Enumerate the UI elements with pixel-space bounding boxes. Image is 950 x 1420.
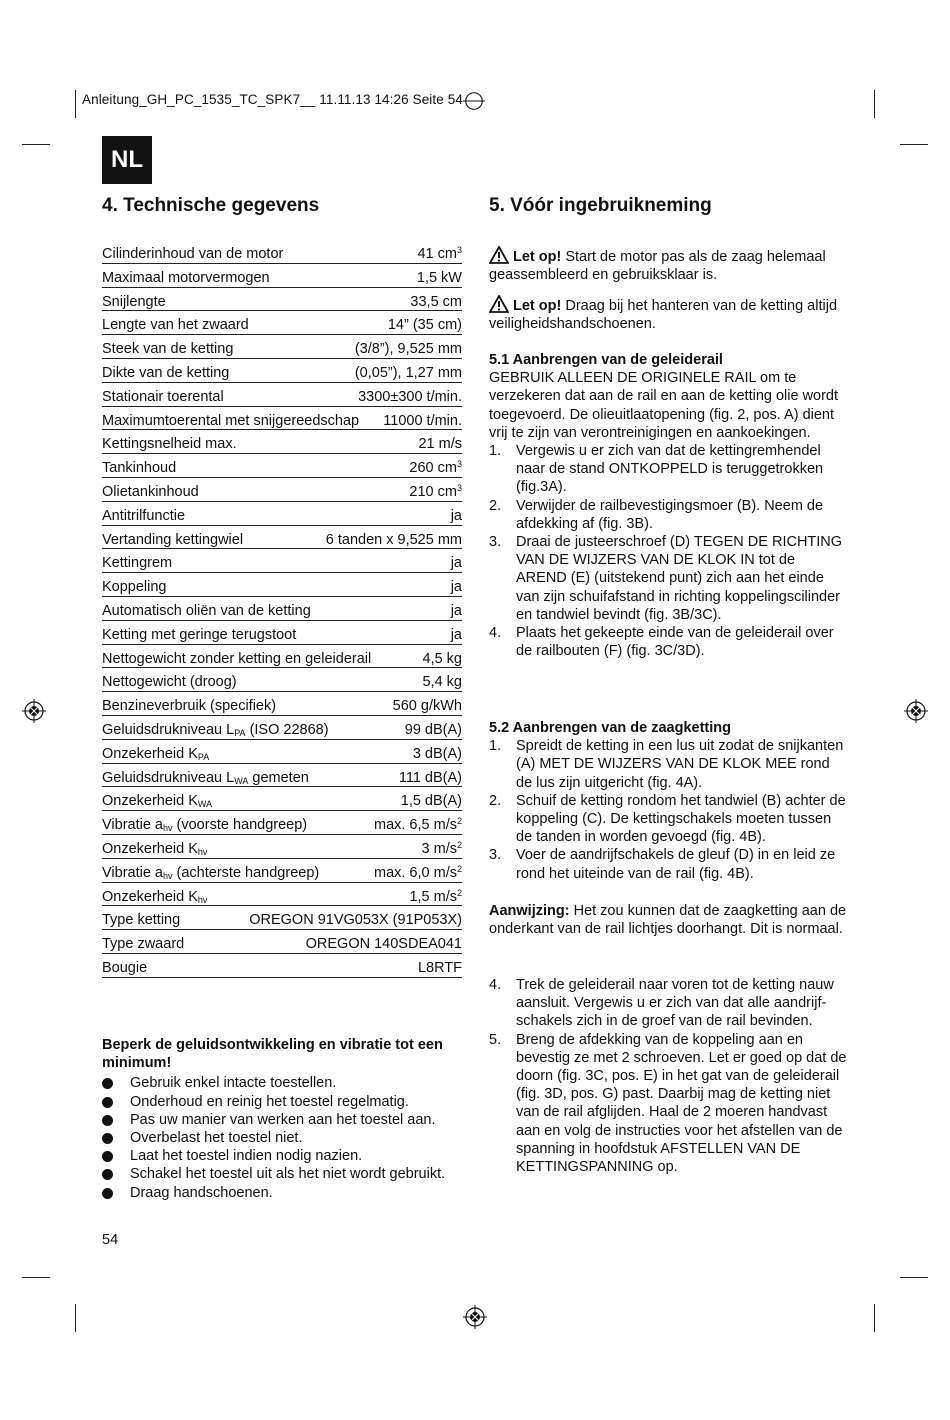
spec-label — [102, 793, 212, 809]
crop-mark — [75, 90, 76, 118]
step-number: 2. — [489, 792, 502, 809]
spec-value-text: 41 cm — [417, 246, 457, 262]
spec-value — [409, 459, 462, 476]
spec-value — [418, 960, 462, 976]
registration-mark-icon — [463, 1305, 487, 1329]
warning-triangle-icon — [489, 295, 509, 313]
step-text: Verwijder de railbevestigingsmoer (B). Neem de afdekking af (fig. 3B). — [516, 497, 824, 532]
noise-vibration-title: Beperk de geluidsontwikkeling en vibratie tot een minimum! — [102, 1037, 443, 1072]
spec-row — [102, 407, 462, 431]
spec-label-tail: (achterste handgreep) — [172, 864, 320, 881]
spec-label-subscript: WA — [197, 799, 213, 810]
warning-1 — [489, 246, 849, 284]
paragraph: GEBRUIK ALLEEN DE ORIGINELE RAIL om te verzekeren dat aan de rail en aan de ketting olie wordt toegevoerd. De olieuitlaatopening (fig. 2, pos. A) dient vrij te zijn van verontreinigingen en aankoekingen. — [489, 370, 839, 441]
spec-row — [102, 859, 462, 883]
spec-value-text: 3 dB(A) — [412, 745, 462, 762]
step-item — [489, 976, 849, 1031]
spec-label-text: Onzekerheid K — [102, 745, 198, 762]
spec-row — [102, 787, 462, 811]
spec-label-text: Antitrilfunctie — [102, 507, 186, 524]
spec-value-text: ja — [450, 507, 462, 524]
spec-row — [102, 954, 462, 978]
spec-value — [451, 555, 462, 571]
spec-label — [102, 341, 233, 357]
crop-mark — [75, 1304, 76, 1332]
spec-value-superscript: 2 — [456, 863, 462, 874]
spec-row — [102, 454, 462, 478]
spec-value — [423, 674, 463, 690]
spec-value-text: ja — [450, 602, 462, 619]
bullet-dot-icon — [102, 1169, 113, 1180]
spec-label-text: Maximumtoerental met snijgereedschap — [102, 412, 360, 429]
spec-label-tail: (voorste handgreep) — [172, 817, 308, 834]
spec-label — [102, 603, 311, 619]
bullet-text: Laat het toestel indien nodig nazien. — [130, 1148, 363, 1165]
spec-label — [102, 365, 229, 381]
bullet-item — [102, 1147, 462, 1165]
spec-label — [102, 651, 371, 667]
spec-label-text: Nettogewicht zonder ketting en geleiderail — [102, 650, 372, 667]
step-text: Voer de aandrijfschakels de gleuf (D) in en leid ze rond het uiteinde van de rail (fig. 4B). — [516, 847, 836, 882]
spec-value-text: 14” (35 cm) — [387, 317, 462, 334]
spec-row — [102, 883, 462, 907]
step-text: Vergewis u er zich van dat de kettingremhendel naar de stand ONTKOPPELD is teruggetrokken (fig.3A). — [516, 443, 824, 496]
warning-text: Start de motor pas als de zaag helemaal geassembleerd en gebruiksklaar is. — [489, 249, 826, 284]
spec-row — [102, 383, 462, 407]
note-text: Het zou kunnen dat de zaagketting aan de onderkant van de rail lichtjes doorhangt. Dit is normaal. — [489, 903, 847, 938]
subsection-title: 5.2 Aanbrengen van de zaagketting — [489, 720, 731, 736]
spec-row — [102, 740, 462, 764]
note — [489, 902, 849, 938]
spec-value — [418, 436, 462, 452]
warning-2 — [489, 295, 849, 333]
spec-row — [102, 597, 462, 621]
step-number: 5. — [489, 1031, 502, 1048]
spec-label-text: Bougie — [102, 959, 148, 976]
spec-label-text: Vibratie a — [102, 864, 163, 881]
spec-value-superscript: 2 — [456, 887, 462, 898]
spec-row — [102, 526, 462, 550]
spec-label-text: Onzekerheid K — [102, 840, 198, 857]
step-number: 3. — [489, 534, 502, 551]
spec-value-superscript: 3 — [456, 245, 462, 255]
spec-value — [401, 793, 462, 809]
registration-mark-icon — [904, 699, 928, 723]
spec-value-superscript: 2 — [456, 839, 462, 850]
spec-label — [102, 722, 329, 738]
spec-label — [102, 508, 185, 524]
step-list — [489, 737, 849, 883]
spec-row — [102, 288, 462, 312]
spec-row — [102, 311, 462, 335]
spec-row — [102, 835, 462, 859]
spec-value — [355, 341, 462, 357]
spec-row — [102, 502, 462, 526]
spec-row — [102, 668, 462, 692]
spec-label-subscript: hv — [163, 870, 173, 881]
spec-label-text: Onzekerheid K — [102, 888, 198, 905]
spec-value-text: ja — [450, 579, 462, 596]
spec-value-text: 21 m/s — [418, 436, 462, 453]
spec-label — [102, 627, 296, 643]
spec-label — [102, 746, 209, 762]
spec-label — [102, 460, 176, 476]
step-number: 4. — [489, 625, 502, 642]
spec-label-subscript: WA — [234, 775, 249, 786]
spec-label-text: Lengte van het zwaard — [102, 317, 249, 334]
spec-label — [102, 389, 224, 405]
step-text: Spreidt de ketting in een lus uit zodat de snijkanten (A) MET DE WIJZERS VAN DE KLOK MEE rond de lus zijn uitgericht (fig. 4A). — [516, 738, 844, 791]
spec-row — [102, 621, 462, 645]
spec-label — [102, 246, 283, 262]
warning-triangle-icon — [489, 246, 509, 264]
step-item — [489, 624, 849, 660]
spec-value-text: ja — [450, 626, 462, 643]
spec-row — [102, 573, 462, 597]
step-item — [489, 737, 849, 792]
spec-label-text: Geluidsdrukniveau L — [102, 721, 235, 738]
spec-label-subscript: hv — [197, 846, 208, 857]
spec-value-text: 210 cm — [409, 483, 457, 500]
spec-label-text: Benzineverbruik (specifiek) — [102, 698, 277, 715]
spec-value — [451, 508, 462, 524]
spec-value-text: 99 dB(A) — [404, 721, 462, 738]
bullet-dot-icon — [102, 1097, 113, 1108]
spec-row — [102, 240, 462, 264]
bullet-text: Onderhoud en reinig het toestel regelmatig. — [130, 1093, 409, 1110]
spec-label-subscript: PA — [197, 751, 210, 762]
spec-value — [358, 389, 462, 405]
spec-label — [102, 841, 207, 857]
step-item — [489, 442, 849, 497]
spec-value — [306, 936, 462, 952]
step-number: 3. — [489, 847, 502, 864]
step-text: Plaats het gekeepte einde van de geleiderail over de railbouten (F) (fig. 3C/3D). — [516, 625, 834, 660]
spec-label — [102, 555, 172, 571]
spec-label — [102, 579, 167, 595]
spec-row — [102, 359, 462, 383]
bullet-item — [102, 1184, 462, 1202]
bullet-text: Schakel het toestel uit als het niet wordt gebruikt. — [130, 1166, 446, 1183]
subsection-title: 5.1 Aanbrengen van de geleiderail — [489, 352, 723, 368]
step-text: Trek de geleiderail naar voren tot de ketting nauw aansluit. Vergewis u er zich van dat alle aandrijf-schakels zich in de groef van de rail bevinden. — [516, 977, 834, 1030]
step-text: Breng de afdekking van de koppeling aan en bevestig ze met 2 schroeven. Let er goed op dat de doorn (fig. 3C, pos. E) in het gat van de geleiderail (fig. 3D, pos. G) past. Daarbij mag de ketting niet van de rail afglijden. Haal de 2 moeren handvast aan en volg de instructies voor het afstellen van de spanning in hoofdstuk AFSTELLEN VAN DE KETTINGSPANNING op. — [516, 1031, 847, 1176]
bullet-item — [102, 1111, 462, 1129]
spec-value-text: 111 dB(A) — [398, 769, 462, 786]
spec-label — [102, 817, 307, 833]
spec-label — [102, 484, 199, 500]
bullet-text: Draag handschoenen. — [130, 1184, 273, 1201]
spec-label-text: Dikte van de ketting — [102, 364, 230, 381]
spec-label-text: Steek van de ketting — [102, 341, 234, 358]
spec-value-text: 1,5 kW — [416, 269, 462, 286]
spec-label-text: Tankinhoud — [102, 460, 177, 477]
spec-value — [249, 912, 462, 928]
step-number: 1. — [489, 443, 502, 460]
noise-vibration-list — [102, 1074, 462, 1201]
spec-label-text: Koppeling — [102, 579, 167, 596]
spec-value — [393, 698, 462, 714]
spec-label — [102, 865, 319, 881]
spec-value — [451, 603, 462, 619]
spec-label-text: Type zwaard — [102, 936, 185, 953]
spec-row — [102, 645, 462, 669]
spec-label-text: Cilinderinhoud van de motor — [102, 246, 284, 262]
spec-value-text: 1,5 dB(A) — [400, 793, 462, 810]
spec-row — [102, 764, 462, 788]
spec-label — [102, 294, 166, 310]
spec-value — [409, 483, 462, 500]
spec-label-subscript: hv — [197, 894, 208, 905]
spec-row — [102, 930, 462, 954]
crop-mark — [900, 1277, 928, 1278]
spec-label-text: Ketting met geringe terugstoot — [102, 626, 297, 643]
spec-label — [102, 936, 184, 952]
spec-value — [417, 270, 462, 286]
step-list — [489, 442, 849, 660]
spec-value-superscript: 3 — [456, 482, 462, 493]
spec-label-text: Geluidsdrukniveau L — [102, 769, 235, 786]
spec-value-text: 11000 t/min. — [383, 412, 462, 429]
bullet-item — [102, 1165, 462, 1183]
spec-value-text: L8RTF — [417, 959, 462, 976]
step-list — [489, 976, 849, 1176]
spec-value — [374, 864, 462, 881]
spec-label-text: Kettingsnelheid max. — [102, 436, 237, 453]
bullet-dot-icon — [102, 1133, 113, 1144]
section-title-technical-data: 4. Technische gegevens — [102, 195, 320, 216]
spec-row — [102, 478, 462, 502]
bullet-dot-icon — [102, 1151, 113, 1162]
language-badge: NL — [102, 136, 152, 184]
bullet-text: Gebruik enkel intacte toestellen. — [130, 1075, 337, 1092]
spec-table — [102, 240, 462, 978]
spec-label — [102, 889, 207, 905]
spec-value — [417, 245, 462, 262]
step-item — [489, 792, 849, 847]
bullet-item — [102, 1074, 462, 1092]
spec-row — [102, 430, 462, 454]
spec-value-text: max. 6,0 m/s — [373, 864, 457, 881]
spec-label — [102, 436, 237, 452]
crop-mark — [22, 144, 50, 145]
spec-value — [423, 651, 463, 667]
spec-label-text: Snijlengte — [102, 293, 166, 310]
spec-label-text: Onzekerheid K — [102, 793, 198, 810]
spec-label-text: Automatisch oliën van de ketting — [102, 602, 311, 619]
spec-value — [399, 770, 462, 786]
spec-label-text: Stationair toerental — [102, 388, 224, 405]
spec-value-text: 1,5 m/s — [409, 888, 457, 905]
spec-label-text: Nettogewicht (droog) — [102, 674, 237, 691]
step-item — [489, 533, 849, 624]
crop-mark — [22, 1277, 50, 1278]
spec-value — [410, 294, 462, 310]
spec-label — [102, 413, 359, 429]
bullet-item — [102, 1093, 462, 1111]
step-item — [489, 497, 849, 533]
spec-value-text: max. 6,5 m/s — [373, 817, 457, 834]
spec-value-text: 6 tanden x 9,525 mm — [325, 531, 462, 548]
spec-value-text: 3300±300 t/min. — [358, 388, 462, 405]
spec-label — [102, 317, 249, 333]
spec-value — [326, 532, 462, 548]
bullet-dot-icon — [102, 1078, 113, 1089]
spec-value — [413, 746, 462, 762]
spec-value-text: (0,05”), 1,27 mm — [354, 364, 462, 381]
spec-row — [102, 906, 462, 930]
section-5-2 — [489, 719, 849, 883]
spec-label-tail: gemeten — [248, 769, 309, 786]
spec-value — [355, 365, 462, 381]
spec-value-text: OREGON 140SDEA041 — [305, 936, 462, 953]
spec-label — [102, 674, 237, 690]
spec-label-text: Olietankinhoud — [102, 483, 199, 500]
spec-label — [102, 532, 243, 548]
spec-label — [102, 698, 276, 714]
warning-label: Let op! — [513, 249, 562, 265]
spec-value — [374, 816, 462, 833]
registration-mark-icon — [463, 90, 485, 112]
spec-value — [422, 840, 462, 857]
spec-row — [102, 692, 462, 716]
spec-value-text: 560 g/kWh — [392, 698, 462, 715]
note-label: Aanwijzing: — [489, 903, 570, 919]
spec-row — [102, 716, 462, 740]
step-text: Schuif de ketting rondom het tandwiel (B) achter de koppeling (C). De kettingschakels moeten tussen de tanden in worden gevoegd (fig. 4B). — [516, 792, 846, 846]
spec-value-text: 5,4 kg — [422, 674, 462, 691]
section-title-before-use: 5. Vóór ingebruikneming — [489, 195, 712, 216]
spec-row — [102, 811, 462, 835]
spec-value-superscript: 2 — [456, 816, 462, 827]
spec-label — [102, 770, 309, 786]
spec-value-text: ja — [450, 555, 462, 572]
bullet-dot-icon — [102, 1188, 113, 1199]
spec-value-text: (3/8”), 9,525 mm — [354, 341, 462, 358]
step-number: 4. — [489, 977, 502, 993]
section-5-1 — [489, 351, 849, 660]
spec-value-text: 260 cm — [409, 460, 457, 477]
spec-label-text: Maximaal motorvermogen — [102, 269, 270, 286]
spec-value-text: 33,5 cm — [410, 293, 462, 310]
noise-vibration-block — [102, 1036, 462, 1202]
spec-label-subscript: PA — [234, 727, 246, 738]
spec-value — [409, 888, 462, 905]
bullet-dot-icon — [102, 1115, 113, 1126]
crop-mark — [900, 144, 928, 145]
spec-value-text: OREGON 91VG053X (91P053X) — [249, 912, 462, 929]
spec-row — [102, 549, 462, 573]
spec-label — [102, 270, 270, 286]
warning-text: Draag bij het hanteren van de ketting altijd veiligheidshandschoenen. — [489, 298, 838, 333]
bullet-item — [102, 1129, 462, 1147]
spec-label-text: Kettingrem — [102, 555, 173, 572]
print-header: Anleitung_GH_PC_1535_TC_SPK7__ 11.11.13 14:26 Seite 54 — [82, 92, 463, 107]
spec-value — [383, 413, 462, 429]
spec-row — [102, 335, 462, 359]
step-text: Draai de justeerschroef (D) TEGEN DE RICHTING VAN DE WIJZERS VAN DE KLOK IN tot de AREND (E) (uitstekend punt) zich aan het einde van zijn schuifafstand in richting koppelingscilinder en tandwiel bevindt (fig. 3B/3C). — [516, 534, 843, 623]
step-number: 2. — [489, 497, 502, 514]
spec-value-superscript: 3 — [456, 459, 462, 470]
spec-label-subscript: hv — [163, 823, 173, 834]
spec-label-text: Vibratie a — [102, 817, 163, 834]
section-5-2-continued — [489, 976, 849, 1176]
bullet-text: Overbelast het toestel niet. — [130, 1130, 303, 1147]
crop-mark — [874, 90, 875, 118]
crop-mark — [874, 1304, 875, 1332]
spec-label-text: Vertanding kettingwiel — [102, 531, 244, 548]
spec-label-text: Type ketting — [102, 912, 181, 929]
spec-value — [388, 317, 462, 333]
spec-label — [102, 912, 180, 928]
step-number: 1. — [489, 738, 502, 755]
spec-value-text: 3 m/s — [421, 840, 457, 857]
step-item — [489, 846, 849, 882]
spec-label — [102, 960, 147, 976]
registration-mark-icon — [22, 699, 46, 723]
step-item — [489, 1031, 849, 1177]
page-number: 54 — [102, 1232, 119, 1248]
spec-value — [451, 579, 462, 595]
spec-label-tail: (ISO 22868) — [245, 721, 329, 738]
bullet-text: Pas uw manier van werken aan het toestel aan. — [130, 1111, 436, 1128]
spec-value — [451, 627, 462, 643]
spec-value — [405, 722, 462, 738]
warning-label: Let op! — [513, 298, 562, 314]
spec-value-text: 4,5 kg — [422, 650, 462, 667]
spec-row — [102, 264, 462, 288]
